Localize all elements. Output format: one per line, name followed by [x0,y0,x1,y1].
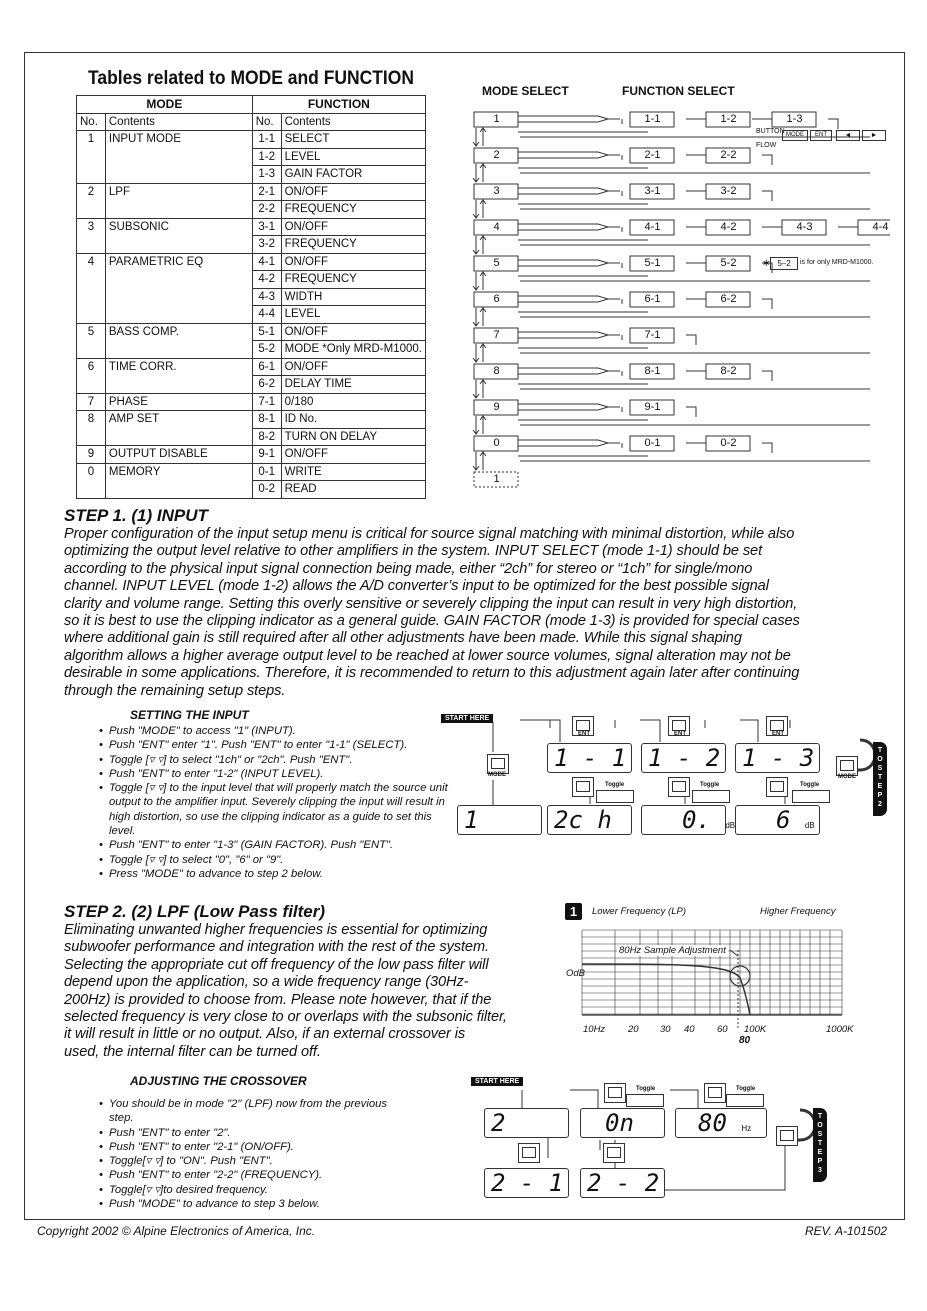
col-contents: Contents [105,113,252,131]
table-cell-mode [105,376,252,394]
toggle-button-2b[interactable] [726,1094,764,1107]
function-box-4-2: 4-2 [720,221,737,233]
table-cell-mode [105,481,252,499]
table-row [77,218,426,236]
to-step-2-tab [873,742,887,816]
copyright: Copyright 2002 © Alpine Electronics of America, Inc. [37,1224,316,1238]
toggle-label-1b: Toggle [700,782,720,788]
function-box-1-2: 1-2 [720,113,737,125]
table-cell-no [77,341,106,359]
table-cell-fno: 8-1 [252,411,281,429]
table-cell-mode: TIME CORR. [105,358,252,376]
lcd-level-unit: dB [725,821,736,830]
toggle-button-1c[interactable] [792,790,830,803]
adjusting-crossover-heading: ADJUSTING THE CROSSOVER [130,1074,307,1088]
table-cell-no: 7 [77,393,106,411]
toggle-label-1a: Toggle [605,782,625,788]
table-cell-func: READ [281,481,425,499]
table-head-mode: MODE [77,96,253,114]
lcd-gain-value: 6 [776,806,791,834]
mode-button-1[interactable] [487,754,509,774]
table-cell-no [77,271,106,289]
table-cell-fno: 9-1 [252,446,281,464]
paragraph-line: algorithm allows a higher average output level to be reached at lower source volumes, signal alteration may not be [64,647,791,664]
revision: REV. A-101502 [805,1224,888,1238]
table-row [77,166,426,184]
table-row [77,376,426,394]
table-cell-no [77,288,106,306]
step1-bullets [100,724,450,881]
lcd-freq-value: 80 [698,1109,727,1137]
lcd-freq-unit: Hz [741,1124,752,1133]
lcd-level [641,805,736,835]
table-cell-no: 5 [77,323,106,341]
table-cell-no [77,428,106,446]
bullet-item: • Push "ENT" to enter "2-2" (FREQUENCY). [100,1168,400,1182]
graph-tick-label: 100K [744,1024,767,1035]
function-box-5-1: 5-1 [644,257,661,269]
function-box-1-1: 1-1 [644,113,661,125]
table-head-function: FUNCTION [252,96,425,114]
table-cell-mode [105,271,252,289]
table-cell-no [77,306,106,324]
paragraph-line: desirable in some applications. Therefore, it is recommended to return to this adjustment again later after continuing [64,665,800,682]
function-box-3-2: 3-2 [720,185,737,197]
table-cell-fno: 1-1 [252,131,281,149]
table-cell-fno: 0-1 [252,463,281,481]
paragraph-line: depend upon the application, so a wide frequency range (30Hz- [64,974,469,991]
ent-button-1e[interactable] [668,777,690,797]
ent-label-1a: ENT [578,731,590,737]
paragraph-line: according to the physical input signal connection being made, either “2ch” for stereo or “1ch” for single/mono [64,560,753,577]
table-cell-mode [105,148,252,166]
table-row [77,288,426,306]
bullet-item: • Toggle [▿ ▿] to the input level that will properly match the source unit output to the amplifier input. Severely clipping the input will result in high distortion, so use the clipping indicator as a guide to set this level. [100,781,450,838]
function-box-3-1: 3-1 [644,185,661,197]
paragraph-line: optimizing the output level relative to other amplifiers in the system. INPUT SELECT (mode 1-1) should be set [64,543,763,560]
table-row [77,131,426,149]
graph-sample-label: 80Hz Sample Adjustment [619,945,726,956]
table-cell-fno: 0-2 [252,481,281,499]
bullet-item: • Push "ENT" enter "1". Push "ENT" to enter "1-1" (SELECT). [100,738,450,752]
table-cell-no: 8 [77,411,106,429]
toggle-label-2b: Toggle [736,1086,756,1092]
paragraph-line: selected frequency is very close to or overlaps with the subsonic filter, [64,1009,507,1026]
table-cell-func: LEVEL [281,306,425,324]
paragraph-line: it will result in little or no output. Also, if an external crossover is [64,1026,466,1043]
to-step-letter: T [877,774,883,781]
function-box-9-1: 9-1 [644,401,661,413]
function-box-7-1: 7-1 [644,329,661,341]
table-cell-func: ON/OFF [281,253,425,271]
table-cell-fno: 4-3 [252,288,281,306]
paragraph-line: used, the internal filter can be turned off. [64,1043,321,1060]
table-cell-func: WRITE [281,463,425,481]
mode-label-1b: MODE [838,774,856,780]
table-cell-no [77,376,106,394]
table-row [77,323,426,341]
start-here-badge-1: START HERE [441,714,493,723]
step2-heading: STEP 2. (2) LPF (Low Pass filter) [64,902,326,921]
function-box-0-2: 0-2 [720,437,737,449]
to-step-letter: 2 [878,801,882,808]
lcd-2ch: 2c h [547,805,632,835]
to-step-letter: E [877,783,883,790]
col-fno: No. [252,113,281,131]
table-cell-mode: BASS COMP. [105,323,252,341]
table-cell-func: 0/180 [281,393,425,411]
table-cell-mode [105,166,252,184]
table-cell-no [77,148,106,166]
graph-marker-80: 80 [739,1035,751,1046]
table-cell-func: TURN ON DELAY [281,428,425,446]
graph-tick-label: 40 [684,1024,695,1035]
ent-button-1d[interactable] [572,777,594,797]
paragraph-line: channel. INPUT LEVEL (mode 1-2) allows the A/D converter’s input to be optimized for the best possible signal [64,578,769,595]
legend-ent-button: ENT [810,130,832,141]
table-cell-func: MODE *Only MRD-M1000. [281,341,425,359]
col-fcontents: Contents [281,113,425,131]
lcd-2-1: 2 - 1 [484,1168,569,1198]
table-cell-no [77,481,106,499]
mode-box-8: 8 [493,365,500,377]
paragraph-line: Proper configuration of the input setup menu is critical for source signal matching with minimal distortion, while also [64,526,795,542]
table-cell-mode [105,201,252,219]
table-cell-mode [105,306,252,324]
legend-mode-button: MODE [782,130,808,141]
graph-tick-label: 10Hz [583,1024,606,1035]
toggle-button-1a[interactable] [596,790,634,803]
note-star: ∗ [762,258,771,269]
paragraph-line: Selecting the appropriate cut off frequency of the low pass filter will [64,956,489,973]
toggle-button-2a[interactable] [626,1094,664,1107]
function-box-8-1: 8-1 [644,365,661,377]
table-cell-mode: AMP SET [105,411,252,429]
table-cell-func: ON/OFF [281,218,425,236]
bullet-item: • You should be in mode "2" (LPF) now from the previous step. [100,1097,400,1126]
mode-box-0: 0 [493,437,500,449]
bullet-item: • Toggle [▿ ▿] to select "0", "6" or "9". [100,853,450,867]
table-cell-mode [105,341,252,359]
table-cell-fno: 4-4 [252,306,281,324]
mode-box-1: 1 [493,113,500,125]
to-step-letter: E [817,1149,823,1156]
table-cell-func: WIDTH [281,288,425,306]
lcd-level-value: 0. [682,806,711,834]
table-cell-func: ID No. [281,411,425,429]
table-cell-func: FREQUENCY [281,201,425,219]
graph-higher-label: Higher Frequency [760,906,836,917]
tables-title: Tables related to MODE and FUNCTION [88,68,415,89]
ent-button-2a[interactable] [604,1083,626,1103]
table-cell-func: LEVEL [281,148,425,166]
table-cell-mode [105,288,252,306]
col-no: No. [77,113,106,131]
ent-button-2b[interactable] [704,1083,726,1103]
table-row [77,341,426,359]
table-row [77,306,426,324]
step1-heading: STEP 1. (1) INPUT [64,506,208,525]
table-cell-mode: PHASE [105,393,252,411]
table-cell-func: GAIN FACTOR [281,166,425,184]
to-step-3-tab [813,1108,827,1182]
lcd-mode-1: 1 [457,805,542,835]
function-box-8-2: 8-2 [720,365,737,377]
table-cell-no: 9 [77,446,106,464]
button-legend-label: BUTTON [756,128,785,135]
table-cell-func: FREQUENCY [281,236,425,254]
to-step-letter: T [817,1140,823,1147]
lcd-gain-unit: dB [804,821,815,830]
lcd-2-2: 2 - 2 [580,1168,665,1198]
lcd-mode-2: 2 [484,1108,569,1138]
bullet-item: • Push "MODE" to advance to step 3 below. [100,1197,400,1211]
to-step-letter: 3 [818,1167,822,1174]
mode-box-2: 2 [493,149,500,161]
bullet-item: • Press "MODE" to advance to step 2 below. [100,867,450,881]
table-cell-no: 4 [77,253,106,271]
legend-up-button: ► [862,130,886,141]
table-row [77,201,426,219]
note-text: is for only MRD-M1000. [800,259,874,266]
table-cell-fno: 1-3 [252,166,281,184]
function-box-2-2: 2-2 [720,149,737,161]
step1-paragraph [64,526,864,700]
lcd-gain [735,805,820,835]
table-row [77,183,426,201]
mode-button-2[interactable] [776,1126,798,1146]
bullet-item: • Toggle [▿ ▿] to select "1ch" or "2ch". Push "ENT". [100,753,450,767]
flow-legend-label: FLOW [756,142,777,149]
table-row [77,481,426,499]
function-box-4-4: 4-4 [872,221,889,233]
table-cell-func: ON/OFF [281,323,425,341]
ent-label-1c: ENT [772,731,784,737]
to-step-letter: T [817,1113,823,1120]
mode-box-4: 4 [493,221,500,233]
bullet-item: • Push "ENT" to enter "2-1" (ON/OFF). [100,1140,400,1154]
table-cell-fno: 2-2 [252,201,281,219]
graph-odb-label: OdB [566,968,586,979]
ent-label-1b: ENT [674,731,686,737]
table-cell-fno: 4-1 [252,253,281,271]
table-cell-no: 1 [77,131,106,149]
table-cell-fno: 8-2 [252,428,281,446]
mode-box-9: 9 [493,401,500,413]
table-cell-fno: 4-2 [252,271,281,289]
mode-box-6: 6 [493,293,500,305]
table-cell-func: DELAY TIME [281,376,425,394]
table-cell-func: FREQUENCY [281,271,425,289]
table-cell-func: ON/OFF [281,183,425,201]
start-here-badge-2: START HERE [471,1077,523,1086]
step2-bullets [100,1097,400,1211]
table-cell-no: 3 [77,218,106,236]
table-row [77,236,426,254]
table-cell-mode: PARAMETRIC EQ [105,253,252,271]
mode-function-table [76,95,426,499]
function-box-1-3: 1-3 [786,113,803,125]
table-row [77,148,426,166]
bullet-item: • Push "MODE" to access "1" (INPUT). [100,724,450,738]
table-cell-fno: 5-2 [252,341,281,359]
function-box-6-1: 6-1 [644,293,661,305]
mode-button-1b[interactable] [836,756,858,776]
lcd-on: 0n [580,1108,665,1138]
step2-paragraph [64,922,544,1061]
table-row [77,271,426,289]
table-cell-fno: 3-2 [252,236,281,254]
mode-select-header: MODE SELECT [482,84,569,98]
to-step-letter: P [877,792,883,799]
table-row [77,428,426,446]
table-cell-mode: SUBSONIC [105,218,252,236]
paragraph-line: Eliminating unwanted higher frequencies is essential for optimizing [64,922,488,938]
table-cell-mode [105,236,252,254]
graph-tick-label: 60 [717,1024,728,1035]
graph-tick-label: 1000K [826,1024,854,1035]
paragraph-line: 200Hz) is provided to choose from. Please note however, that if the [64,991,492,1008]
function-select-header: FUNCTION SELECT [622,84,735,98]
to-step-letter: O [817,1122,823,1129]
mode-box-3: 3 [493,185,500,197]
mode-flow-diagram [470,80,890,500]
function-box-2-1: 2-1 [644,149,661,161]
table-cell-no: 0 [77,463,106,481]
table-cell-fno: 1-2 [252,148,281,166]
table-cell-no [77,201,106,219]
mode-box-5: 5 [493,257,500,269]
table-cell-fno: 5-1 [252,323,281,341]
to-step-letter: S [877,765,883,772]
table-row [77,446,426,464]
table-cell-mode: MEMORY [105,463,252,481]
lcd-freq [675,1108,767,1138]
lcd-1-3: 1 - 3 [735,743,820,773]
table-cell-no: 2 [77,183,106,201]
table-cell-fno: 6-2 [252,376,281,394]
bullet-item: • Toggle[▿ ▿] to "ON". Push "ENT". [100,1154,400,1168]
toggle-button-1b[interactable] [692,790,730,803]
to-step-letter: O [877,756,883,763]
table-cell-no [77,236,106,254]
ent-button-1f[interactable] [766,777,788,797]
mode-box-loop: 1 [493,473,500,485]
lcd-1-1: 1 - 1 [547,743,632,773]
table-cell-func: SELECT [281,131,425,149]
ent-button-2c[interactable] [518,1143,540,1163]
bullet-item: • Push "ENT" to enter "2". [100,1126,400,1140]
lcd-1-2: 1 - 2 [641,743,726,773]
bullet-item: • Toggle[▿ ▿]to desired frequency. [100,1183,400,1197]
graph-badge: 1 [565,903,582,920]
function-box-4-3: 4-3 [796,221,813,233]
function-box-0-1: 0-1 [644,437,661,449]
setting-input-heading: SETTING THE INPUT [130,708,249,722]
graph-lower-label: Lower Frequency (LP) [592,906,686,917]
table-cell-func: ON/OFF [281,446,425,464]
toggle-label-2a: Toggle [636,1086,656,1092]
graph-tick-label: 30 [660,1024,671,1035]
to-step-letter: T [877,747,883,754]
table-row [77,463,426,481]
bullet-item: • Push "ENT" to enter "1-3" (GAIN FACTOR). Push "ENT". [100,838,450,852]
table-row [77,358,426,376]
table-cell-func: ON/OFF [281,358,425,376]
mode-box-7: 7 [493,329,500,341]
ent-button-2d[interactable] [603,1143,625,1163]
table-row [77,393,426,411]
function-box-5-2: 5-2 [720,257,737,269]
legend-down-button: ◄ [836,130,860,141]
table-cell-fno: 3-1 [252,218,281,236]
bullet-item: • Push "ENT" to enter "1-2" (INPUT LEVEL). [100,767,450,781]
paragraph-line: subwoofer performance and integration with the rest of the system. [64,939,489,956]
table-row [77,253,426,271]
paragraph-line: clarity and volume range. Setting this overly sensitive or severely clipping the input can result in very high distortion, [64,595,798,612]
table-cell-mode: LPF [105,183,252,201]
paragraph-line: where additional gain is still required after all other adjustments have been made. While this signal shaping [64,630,742,647]
note-box: 5–2 [770,257,798,270]
paragraph-line: through the remaining setup steps. [64,682,286,699]
table-cell-no: 6 [77,358,106,376]
paragraph-line: so it is best to use the clipping indicator as a general guide. GAIN FACTOR (mode 1-3) is provided for special cases [64,613,800,630]
graph-tick-label: 20 [628,1024,639,1035]
to-step-letter: S [817,1131,823,1138]
table-row [77,411,426,429]
table-cell-fno: 6-1 [252,358,281,376]
function-box-6-2: 6-2 [720,293,737,305]
table-cell-fno: 7-1 [252,393,281,411]
function-box-4-1: 4-1 [644,221,661,233]
table-cell-fno: 2-1 [252,183,281,201]
mode-label-1: MODE [488,772,506,778]
to-step-letter: P [817,1158,823,1165]
toggle-label-1c: Toggle [800,782,820,788]
table-cell-mode [105,428,252,446]
table-cell-no [77,166,106,184]
table-cell-mode: INPUT MODE [105,131,252,149]
table-cell-mode: OUTPUT DISABLE [105,446,252,464]
